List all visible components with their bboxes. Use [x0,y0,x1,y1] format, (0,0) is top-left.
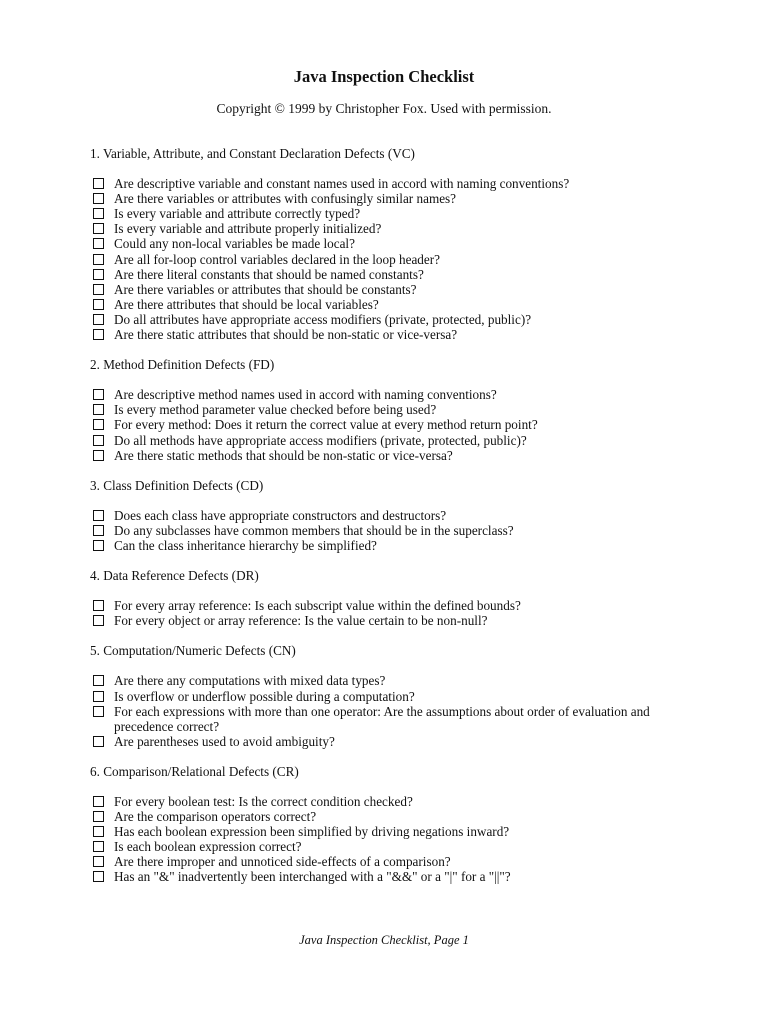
checklist-item-text: Are there static methods that should be non-static or vice-versa? [114,447,453,463]
checklist-item-text: For every boolean test: Is the correct condition checked? [114,794,413,809]
checklist-item [90,433,650,448]
checklist-item-text: For each expressions with more than one operator: Are the assumptions about order of evaluation and precedence correct? [114,703,650,734]
checklist-section [90,478,650,553]
checklist-body [90,146,650,900]
checklist-item-text: For every array reference: Is each subscript value within the defined bounds? [114,598,521,614]
checklist-item-text: Is every variable and attribute correctly typed? [114,206,361,222]
checkbox-icon[interactable] [93,600,104,611]
checklist-item [90,869,650,884]
checkbox-icon[interactable] [93,223,104,234]
checklist-item [90,312,650,327]
checklist-item [90,523,650,538]
checklist-item-text: Is overflow or underflow possible during a computation? [114,688,415,704]
checklist-item-text: Is every method parameter value checked before being used? [114,402,437,418]
checkbox-icon[interactable] [93,796,104,807]
checkbox-icon[interactable] [93,269,104,280]
checkbox-icon[interactable] [93,329,104,340]
checklist-item-text: Are descriptive method names used in accord with naming conventions? [114,387,497,403]
checklist-section [90,357,650,463]
checkbox-icon[interactable] [93,736,104,747]
checklist-item [90,689,650,704]
checklist-item [90,417,650,432]
checklist-item-text: Are there literal constants that should be named constants? [114,266,424,282]
checklist-item-text: Does each class have appropriate constructors and destructors? [114,507,447,523]
checkbox-icon[interactable] [93,540,104,551]
checklist-item-text: Could any non-local variables be made local? [114,236,355,252]
checklist-item [90,176,650,191]
checkbox-icon[interactable] [93,404,104,415]
checklist-item-text: Is every variable and attribute properly initialized? [114,221,382,237]
checklist-section [90,568,650,628]
checklist-item [90,704,650,734]
section-heading: 2. Method Definition Defects (FD) [90,357,275,373]
checklist-item [90,794,650,809]
checkbox-icon[interactable] [93,675,104,686]
copyright-notice: Copyright © 1999 by Christopher Fox. Used with permission. [216,101,552,116]
checklist-item-text: Are all for-loop control variables declared in the loop header? [114,251,440,267]
checklist-item-text: Do all attributes have appropriate access modifiers (private, protected, public)? [114,311,532,327]
checkbox-icon[interactable] [93,856,104,867]
checklist-item [90,448,650,463]
checklist-item [90,854,650,869]
checkbox-icon[interactable] [93,691,104,702]
checkbox-icon[interactable] [93,510,104,521]
checklist-item [90,734,650,749]
checklist-item [90,387,650,402]
checklist-item-text: Is each boolean expression correct? [114,839,302,855]
checkbox-icon[interactable] [93,811,104,822]
section-heading: 3. Class Definition Defects (CD) [90,477,264,493]
checklist-item [90,673,650,688]
checklist-item-text: Are there variables or attributes with confusingly similar names? [114,191,457,207]
checkbox-icon[interactable] [93,254,104,265]
checklist-section [90,643,650,749]
checklist-item [90,538,650,553]
checklist-item [90,839,650,854]
checkbox-icon[interactable] [93,193,104,204]
checklist-item-text: Are there improper and unnoticed side-effects of a comparison? [114,854,451,870]
checklist-item-text: Do all methods have appropriate access modifiers (private, protected, public)? [114,432,527,448]
checkbox-icon[interactable] [93,450,104,461]
checklist-item [90,252,650,267]
checklist-item [90,598,650,613]
checkbox-icon[interactable] [93,299,104,310]
checklist-item [90,282,650,297]
checklist-item [90,297,650,312]
checkbox-icon[interactable] [93,419,104,430]
checklist-item-text: Are there static attributes that should be non-static or vice-versa? [114,327,458,343]
checkbox-icon[interactable] [93,208,104,219]
checklist-section [90,764,650,885]
checklist-item-text: Are parentheses used to avoid ambiguity? [114,733,335,749]
checkbox-icon[interactable] [93,178,104,189]
checklist-item-text: For every method: Does it return the correct value at every method return point? [114,417,538,433]
checklist-item [90,613,650,628]
checklist-item-text: Can the class inheritance hierarchy be simplified? [114,537,377,553]
checklist-item-text: Are there variables or attributes that should be constants? [114,281,417,297]
checkbox-icon[interactable] [93,706,104,717]
checklist-item [90,508,650,523]
checklist-item-text: Do any subclasses have common members that should be in the superclass? [114,522,514,538]
checklist-item-text: Are there attributes that should be local variables? [114,296,379,312]
checklist-item [90,327,650,342]
checklist-item-text: Are there any computations with mixed data types? [114,673,386,689]
checklist-item [90,221,650,236]
section-heading: 1. Variable, Attribute, and Constant Declaration Defects (VC) [90,146,415,161]
checklist-item [90,809,650,824]
checklist-item-text: Are descriptive variable and constant names used in accord with naming conventions? [114,176,570,192]
checklist-item [90,267,650,282]
checkbox-icon[interactable] [93,871,104,882]
document-title: Java Inspection Checklist [293,67,475,86]
checklist-item-text: For every object or array reference: Is the value certain to be non-null? [114,613,488,629]
page-footer: Java Inspection Checklist, Page 1 [299,933,469,947]
checkbox-icon[interactable] [93,525,104,536]
checkbox-icon[interactable] [93,284,104,295]
checkbox-icon[interactable] [93,238,104,249]
checkbox-icon[interactable] [93,826,104,837]
checklist-item-text: Has each boolean expression been simplified by driving negations inward? [114,824,510,840]
checkbox-icon[interactable] [93,389,104,400]
checklist-item-text: Are the comparison operators correct? [114,809,317,825]
checklist-item [90,191,650,206]
checkbox-icon[interactable] [93,841,104,852]
checkbox-icon[interactable] [93,314,104,325]
section-heading: 5. Computation/Numeric Defects (CN) [90,643,296,659]
checklist-item-text: Has an "&" inadvertently been interchanged with a "&&" or a "|" for a "||"? [114,869,511,885]
checklist-item [90,236,650,251]
section-heading: 6. Comparison/Relational Defects (CR) [90,763,299,779]
checkbox-icon[interactable] [93,435,104,446]
checklist-item [90,824,650,839]
checklist-section [90,146,650,342]
checklist-item [90,206,650,221]
section-heading: 4. Data Reference Defects (DR) [90,568,259,584]
checkbox-icon[interactable] [93,615,104,626]
checklist-item [90,402,650,417]
